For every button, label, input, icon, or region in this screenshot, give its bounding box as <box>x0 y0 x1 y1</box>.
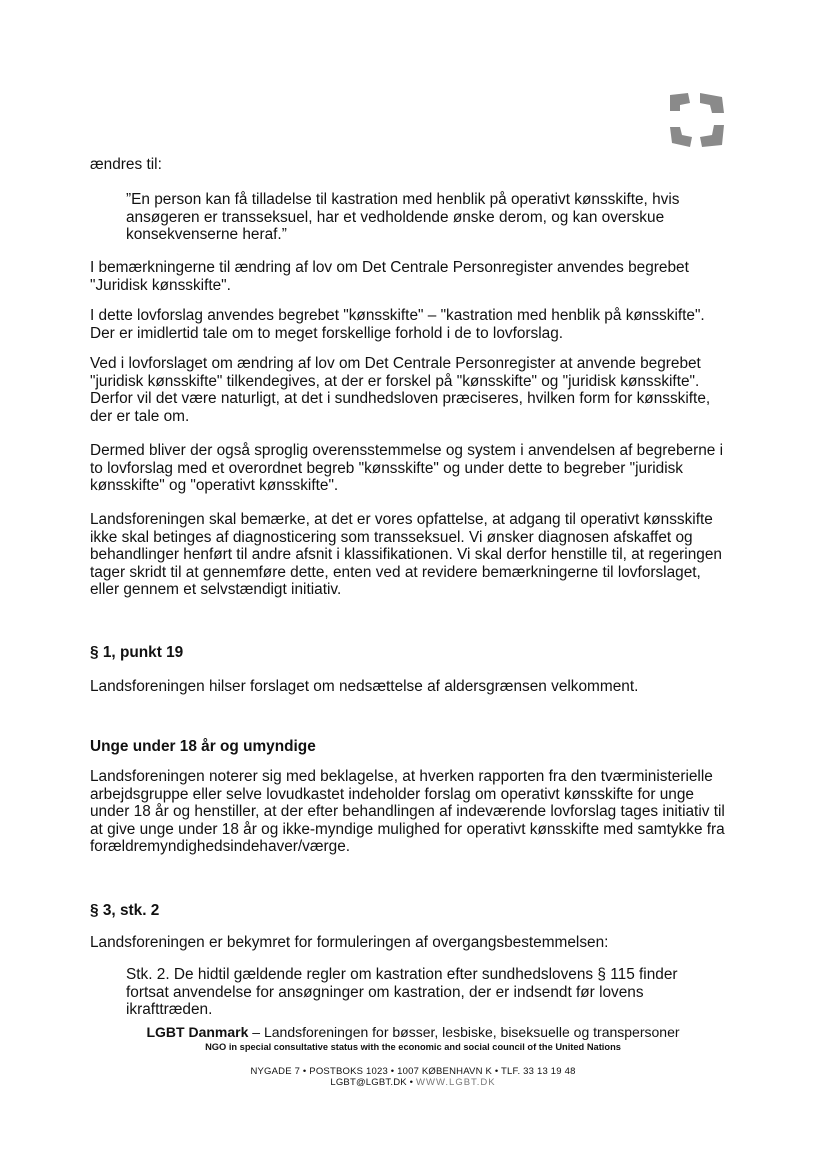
footer-address: NYGADE 7 • POSTBOKS 1023 • 1007 KØBENHAVN K • TLF. 33 13 19 48 <box>250 1066 576 1077</box>
quote-stk-2: Stk. 2. De hidtil gældende regler om kastration efter sundhedslovens § 115 finder fortsat anvendelse for ansøgninger om kastration, der er indsendt før lovens ikrafttræden. <box>126 966 678 1018</box>
footer-organisation <box>0 1024 826 1040</box>
paragraph-sproglig-overensstemmelse: Dermed bliver der også sproglig overensstemmelse og system i anvendelsen af begreberne i to lovforslag med et overordnet begreb "kønsskifte" og under dette to begreber "juridisk kønsskifte" og "operativt kønsskifte". <box>90 442 724 494</box>
footer-ngo-status: NGO in special consultative status with the economic and social council of the United Nations <box>205 1042 621 1052</box>
heading-paragraf-3-stk-2: § 3, stk. 2 <box>90 902 160 919</box>
paragraph-cpr-lovforslag: Ved i lovforslaget om ændring af lov om Det Centrale Personregister at anvende begrebet "juridisk kønsskifte" tilkendegives, at der er forskel på "kønsskifte" og "juridisk kønsskifte". Derfor vil det være naturligt, at det i sundhedsloven præciseres, hvilken form for kønsskifte, der er tale om. <box>90 355 711 425</box>
paragraph-aldersgraense: Landsforeningen hilser forslaget om nedsættelse af aldersgrænsen velkomment. <box>90 678 639 695</box>
footer-website-link[interactable]: WWW.LGBT.DK <box>416 1077 496 1088</box>
paragraph-unge-under-18: Landsforeningen noterer sig med beklagelse, at hverken rapporten fra den tværministerielle arbejdsgruppe eller selve lovudkastet indeholder forslag om operativt kønsskifte for unge under 18 år og henstiller, at der efter behandlingen af indeværende lovforslag tages initiativ til at give unge under 18 år og ikke-myndige mulighed for operativt kønsskifte med samtykke fra forældremyndighedsindehaver/værge. <box>90 768 725 855</box>
footer-separator: • <box>406 1077 417 1088</box>
paragraph-juridisk-konsskifte: I bemærkningerne til ændring af lov om Det Centrale Personregister anvendes begrebet "Juridisk kønsskifte". <box>90 259 689 294</box>
paragraph-begrebet-konsskifte: I dette lovforslag anvendes begrebet "kønsskifte" – "kastration med henblik på kønsskifte". Der er imidlertid tale om to meget forskellige forhold i de to lovforslag. <box>90 307 705 342</box>
footer-contact <box>0 1066 826 1088</box>
footer-email-link[interactable]: LGBT@LGBT.DK <box>330 1077 407 1088</box>
intro-text: ændres til: <box>90 156 162 173</box>
footer-org-description: – Landsforeningen for bøsser, lesbiske, biseksuelle og transpersoner <box>248 1024 680 1040</box>
heading-unge-under-18: Unge under 18 år og umyndige <box>90 738 316 755</box>
paragraph-overgangsbestemmelse: Landsforeningen er bekymret for formuleringen af overgangsbestemmelsen: <box>90 934 609 951</box>
paragraph-diagnose: Landsforeningen skal bemærke, at det er vores opfattelse, at adgang til operativt kønsskifte ikke skal betinges af diagnosticering som transseksuel. Vi ønsker diagnosen afskaffet og behandlinger henført til andre afsnit i klassifikationen. Vi skal derfor henstille til, at regeringen tager skridt til at gennemføre dette, enten ved at revidere bemærkningerne til lovforslaget, eller gennem et selvstændigt initiativ. <box>90 511 722 598</box>
quote-kastration-definition: ”En person kan få tilladelse til kastration med henblik på operativt kønsskifte, hvis ansøgeren er transseksuel, har et vedholdende ønske derom, og kan overskue konsekvenserne heraf.” <box>126 191 680 243</box>
heading-paragraf-1-punkt-19: § 1, punkt 19 <box>90 644 184 661</box>
lgbt-ring-logo-icon <box>666 89 728 151</box>
footer-org-name: LGBT Danmark <box>146 1024 249 1040</box>
